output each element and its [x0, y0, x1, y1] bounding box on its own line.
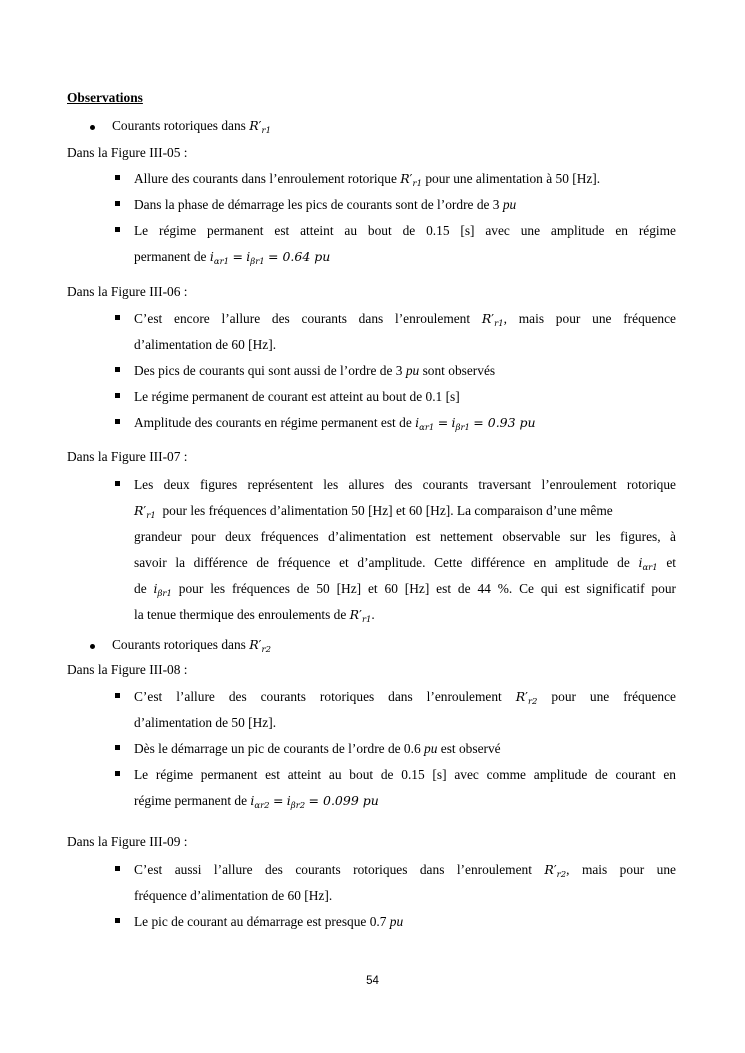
- bullet-square: [115, 771, 120, 776]
- math-symbol: R: [249, 118, 259, 133]
- list-item: Les deux figures représentent les allures des courants traversant l’enroulement rotorique $R'_{r1}$ pour les fréquences d’alimentation 50 [Hz] et 60 [Hz]. La comparaison d’une même grandeur pour deux fréquences d’alimentation est nettement observable sur les figures, à savoir la différence de fréquence et d’amplitude. Cette différence en amplitude de $i_{\alpha r1}$ et de $i_{\beta r1}$ pour les fréquences de 50 [Hz] et 60 [Hz] est de 44 %. Ce qui est significatif pour la tenue thermique des enroulements de $R'_{r1}$.: [134, 477, 676, 625]
- list-item: Allure des courants dans l’enroulement rotorique $R'_{r1}$ pour une alimentation à 50 [Hz].: [134, 171, 601, 189]
- bullet-square: [115, 227, 120, 232]
- list-item: Dès le démarrage un pic de courants de l’ordre de 0.6 pu est observé: [134, 741, 501, 756]
- bullet-circle: [90, 125, 95, 130]
- page-number: 54: [366, 975, 379, 987]
- bullet-rotor-currents-r1: [112, 118, 271, 134]
- bullet-square: [115, 866, 120, 871]
- figure-heading: Dans la Figure III-07 :: [67, 449, 188, 464]
- bullet-square: [115, 693, 120, 698]
- list-item: Le régime permanent est atteint au bout de 0.15 [s] avec comme amplitude de courant en régime permanent de $i_{\alpha r2} = i_{\beta r2} = 0.099$ pu: [134, 767, 676, 811]
- list-item: Amplitude des courants en régime permanent est de $i_{\alpha r1} = i_{\beta r1} = 0.93$ pu: [134, 415, 536, 433]
- figure-heading: Dans la Figure III-09 :: [67, 834, 188, 849]
- list-item: Le pic de courant au démarrage est presque 0.7 pu: [134, 914, 404, 929]
- bullet-rotor-currents-r2: Courants rotoriques dans $R'_{r2}$: [112, 637, 271, 655]
- bullet-square: [115, 201, 120, 206]
- math-prime: ′: [258, 118, 262, 133]
- bullet-square: [115, 175, 120, 180]
- list-item: Des pics de courants qui sont aussi de l’ordre de 3 pu sont observés: [134, 363, 496, 378]
- bullet-square: [115, 918, 120, 923]
- list-item: Le régime permanent de courant est atteint au bout de 0.1 [s]: [134, 389, 460, 404]
- bullet-square: [115, 481, 120, 486]
- bullet-circle: [90, 644, 95, 649]
- list-item: Le régime permanent est atteint au bout de 0.15 [s] avec une amplitude en régime permanent de $i_{\alpha r1} = i_{\beta r1} = 0.64$ pu: [134, 223, 676, 267]
- list-item: C’est aussi l’allure des courants rotoriques dans l’enroulement $R'_{r2}$, mais pour une fréquence d’alimentation de 60 [Hz].: [134, 862, 676, 903]
- bullet-text: Courants rotoriques dans: [112, 118, 250, 133]
- bullet-square: [115, 393, 120, 398]
- bullet-square: [115, 745, 120, 750]
- bullet-square: [115, 315, 120, 320]
- bullet-square: [115, 367, 120, 372]
- figure-heading: Dans la Figure III-05 :: [67, 145, 188, 160]
- bullet-square: [115, 419, 120, 424]
- figure-heading: Dans la Figure III-08 :: [67, 662, 188, 677]
- list-item: C’est l’allure des courants rotoriques dans l’enroulement $R'_{r2}$ pour une fréquence d’alimentation de 50 [Hz].: [134, 689, 676, 730]
- section-title: Observations: [67, 90, 143, 105]
- math-subscript: r1: [261, 126, 271, 136]
- list-item: Dans la phase de démarrage les pics de courants sont de l’ordre de 3 pu: [134, 197, 517, 212]
- figure-heading: Dans la Figure III-06 :: [67, 284, 188, 299]
- list-item: C’est encore l’allure des courants dans l’enroulement $R'_{r1}$, mais pour une fréquence d’alimentation de 60 [Hz].: [134, 311, 677, 352]
